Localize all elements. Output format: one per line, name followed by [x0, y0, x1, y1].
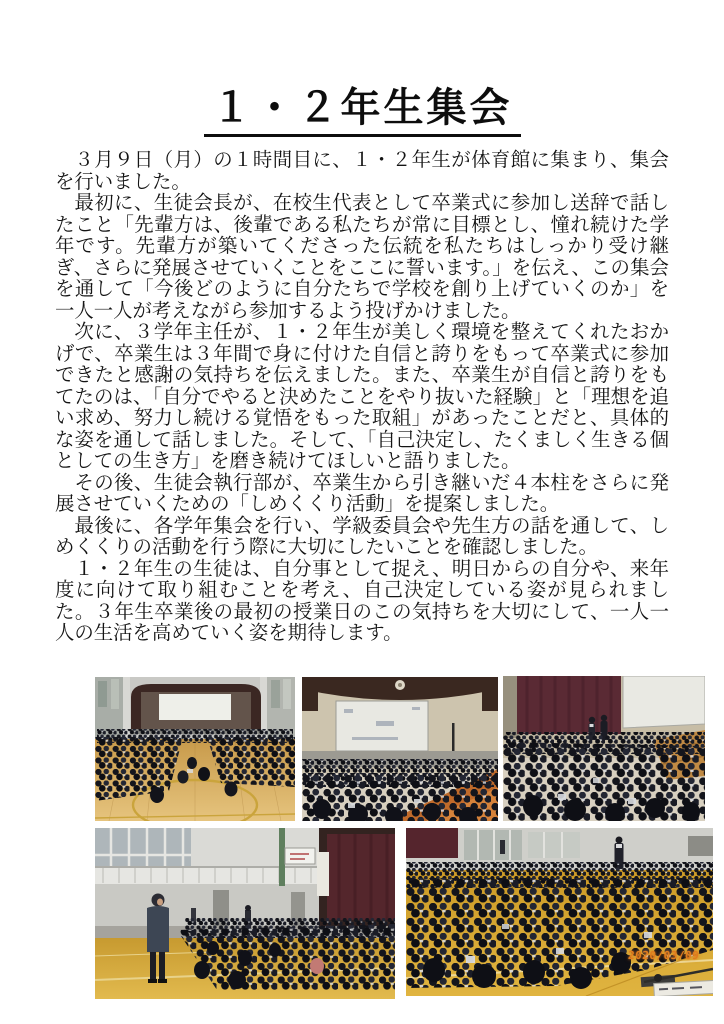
speakers-crowd-illustration [503, 676, 705, 821]
page-title [0, 86, 724, 137]
article-body [55, 150, 669, 645]
camera-date-stamp: 2020/03/09 [627, 949, 700, 962]
body-paragraph: その後、生徒会執行部が、卒業生から引き継いだ４本柱をさらに発展させていくための「しめくくり活動」を提案しました。 [55, 471, 669, 515]
photo-teacher-addressing-students [95, 828, 395, 999]
photo-gym-wide-view [95, 677, 295, 821]
body-paragraph: 次に、３学年主任が、１・２年生が美しく環境を整えてくれたおかげで、卒業生は３年間で身に付けた自信と誇りをもって卒業式に参加できたと感謝の気持ちを伝えました。また、卒業生が自信と誇りをもてたのは、「自分でやると決めたことをやり抜いた経験」と「理想を追い求め、努力し続ける覚悟をもった取組」があったことだと、具体的な姿を通して話しました。そして、「自己決定し、たくましく生きる個としての生き方」を磨き続けてほしいと語りました。 [55, 321, 669, 472]
gym-wide-illustration [95, 677, 295, 821]
students-rear-illustration [406, 828, 713, 996]
body-paragraph: 最後に、各学年集会を行い、学級委員会や先生方の話を通して、しめくくりの活動を行う際に大切にしたいことを確認しました。 [55, 514, 669, 558]
photo-speakers-before-students [503, 676, 705, 821]
body-paragraph: ３月９日（月）の１時間目に、１・２年生が体育館に集まり、集会を行いました。 [55, 149, 669, 193]
stage-screen-illustration [302, 677, 498, 821]
page-title-text: １・２年生集会 [204, 86, 521, 137]
body-paragraph: １・２年生の生徒は、自分事として捉え、明日からの自分や、来年度に向けて取り組むことを考え、自己決定している姿が見られました。３年生卒業後の最初の授業日のこの気持ちを大切にして、一人一人の生活を高めていく姿を期待します。 [55, 557, 669, 644]
body-paragraph: 最初に、生徒会長が、在校生代表として卒業式に参加し送辞で話したこと「先輩方は、後輩である私たちが常に目標とし、憧れ続けた学年です。先輩方が築いてくださった伝統を私たちはしっかり受け継ぎ、さらに発展させていくことをここに誓います。」を伝え、この集会を通して「今後どのように自分たちで学校を創り上げていくのか」を一人一人が考えながら参加するよう投げかけました。 [55, 192, 669, 322]
teacher-students-illustration [95, 828, 395, 999]
photo-stage-screen-closeup [302, 677, 498, 821]
photo-students-rear-view [406, 828, 713, 996]
